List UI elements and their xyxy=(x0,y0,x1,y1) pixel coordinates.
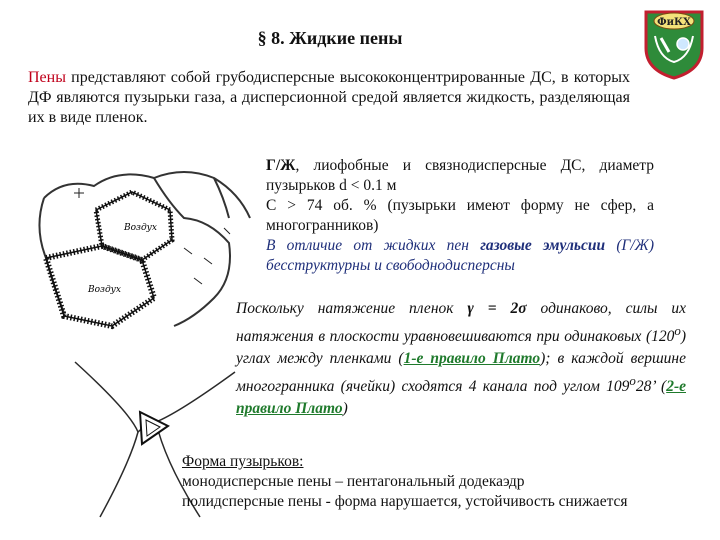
monodisperse-line: монодисперсные пены – пентагональный додекаэдр xyxy=(182,473,525,490)
rules-text-6: ) xyxy=(342,400,348,418)
intro-paragraph xyxy=(28,68,630,128)
plateau-rules-paragraph xyxy=(236,298,686,420)
rules-text-4: ); в каждой вершине многогранника (ячейки) сходятся 4 канала под углом 109 xyxy=(236,350,686,396)
polydisperse-line: полидсперсные пены - форма нарушается, устойчивость снижается xyxy=(182,493,628,510)
page-title: § 8. Жидкие пены xyxy=(257,28,403,48)
foam-definition-text: , лиофобные и связнодисперсные ДС, диаметр пузырьков d < 0.1 м xyxy=(266,157,654,194)
gas-emulsion-text-b: (Г/Ж) бесструктурны и свободнодисперсны xyxy=(266,237,654,274)
rules-text-5: 28’ ( xyxy=(635,378,667,396)
plateau-border-channel xyxy=(140,412,168,444)
gas-fraction-line: С > 74 об. % (пузырьки имеют форму не сфер, а многогранников) xyxy=(266,197,654,234)
foam-characteristics xyxy=(266,156,654,276)
foam-structure-figure xyxy=(24,148,258,338)
rules-text-1: Поскольку натяжение пленок xyxy=(236,300,468,317)
bubble-shape-section xyxy=(182,452,702,512)
gas-emulsion-note xyxy=(266,236,654,276)
rules-text-2: одинаково, силы их натяжения в плоскости уравновешиваются при одинаковых (120 xyxy=(236,300,686,346)
air-label-1: Воздух xyxy=(124,223,157,233)
logo-text: ФиКХ xyxy=(657,17,691,28)
gas-emulsion-term: газовые эмульсии xyxy=(480,237,606,254)
surface-tension-formula: γ = 2σ xyxy=(467,300,527,317)
intro-text: представляют собой грубодисперсные высококонцентрированные ДС, в которых ДФ являются пузырьки газа, а дисперсионной средой является жидкость, разделяющая их в виде пленок. xyxy=(28,69,630,126)
bubble-shape-heading: Форма пузырьков: xyxy=(182,453,304,470)
gas-liquid-label: Г/Ж xyxy=(266,157,296,174)
first-plateau-rule-link[interactable]: 1-е правило Плато xyxy=(403,350,541,368)
degree-sign-1: o xyxy=(674,323,681,338)
second-plateau-rule-link[interactable]: 2-е правило Плато xyxy=(236,378,686,418)
gas-emulsion-text-a: В отличие от жидких пен xyxy=(266,237,481,254)
degree-sign-2: o xyxy=(629,373,636,389)
term-foams: Пены xyxy=(28,69,66,86)
faculty-logo xyxy=(643,8,705,80)
air-label-2: Воздух xyxy=(88,285,121,295)
rules-text-3: ) углах между пленками ( xyxy=(236,328,686,368)
foam-definition-line xyxy=(266,156,654,196)
